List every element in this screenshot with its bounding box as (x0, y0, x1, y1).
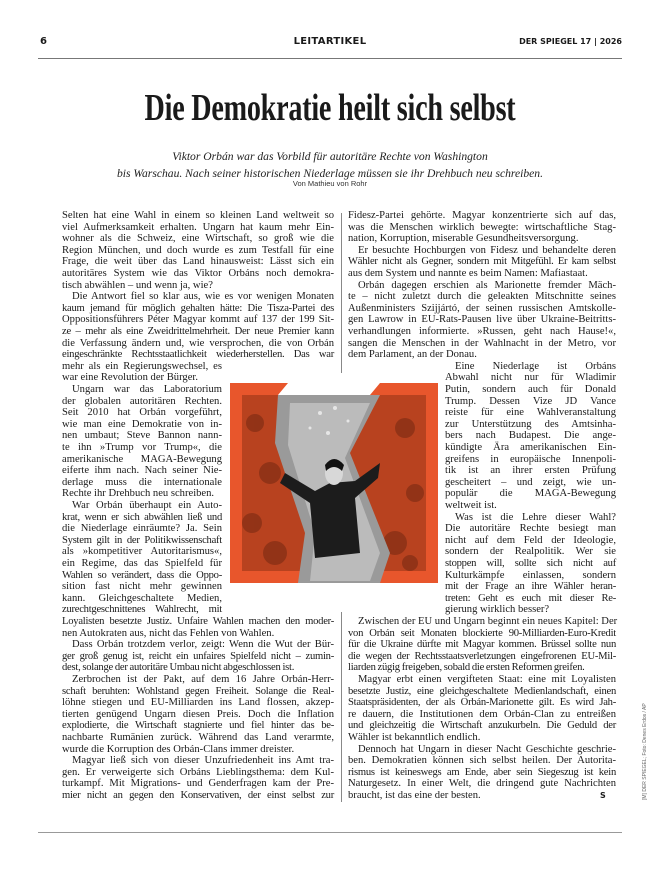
text-line: Zerbrochen ist der Pakt, auf dem 16 Jahre Orbán-Herr- (72, 674, 334, 685)
text-line: aus dem System und nannte es beim Namen: Mafiastaat. (348, 268, 588, 279)
article-title: Die Demokratie heilt sich selbst (144, 87, 516, 129)
text-line: mehr als ein Regierungswechsel, es (62, 360, 222, 372)
text-line: sition fast nicht mehr gewinnen (62, 581, 222, 593)
text-line: Was ist die Lehre dieser Wahl? (455, 511, 616, 523)
text-line: nicht auf dem Feld der Ideologie, (445, 534, 616, 546)
text-line: Region München, und doch wurde es zum Testfall für eine (62, 244, 334, 256)
section-label: LEITARTIKEL (293, 36, 367, 47)
article-subtitle (0, 148, 660, 182)
text-line: Er besuchte Hochburgen von Fidesz und behandelte deren (358, 244, 616, 256)
text-line: Magyar ließ sich von dieser Unzufriedenheit ins Amt tra- (72, 755, 334, 767)
text-line: als »kompetitiver Autoritarismus«, (62, 546, 222, 558)
text-line: Loyalisten besetzte Justiz. Unfaire Wahlen machen den moder- (62, 616, 334, 627)
text-line: kann. Gleichgeschaltete Medien, (62, 592, 222, 604)
text-line: gescheitert – und zeigt, wie un- (445, 476, 616, 488)
text-line: ger groß genug ist, reicht ein unfaires Spielfeld nicht – zumin- (62, 650, 334, 662)
text-line: weltweit ist. (445, 500, 497, 511)
text-line: autoritäres System wie das Viktor Orbáns noch demokra- (62, 268, 334, 279)
text-line: mier nicht an gegen den Konservativen, der einst selbst zur (62, 790, 334, 801)
text-line: mit der Frage an ihre Wähler heran- (445, 581, 616, 593)
text-line: rismus ist keineswegs am Ende, aber sein Siegeszug ist kein (348, 766, 616, 778)
text-line: te ihn »Trump vor Trump«, die (62, 442, 222, 453)
text-line: Wahlen so verändert, dass die Oppo- (62, 569, 222, 581)
text-line: löhne stiegen und EU-Milliarden ins Land flossen, akzep- (62, 697, 334, 709)
text-line: dest, solange der autoritäre Umbau nicht abgeschlossen ist. (62, 662, 295, 674)
text-line: System gilt in der Politikwissenschaft (62, 534, 222, 546)
text-line: Staatspräsidenten, der als Orbán-Marionette gilt. Es wird Jah- (348, 697, 616, 709)
text-line: Fidesz-Partei gehörte. Magyar konzentrierte sich auf das, (348, 210, 616, 221)
text-line: von Orbán seit Monaten blockierte 90-Milliarden-Euro-Kredit (348, 627, 616, 639)
text-line: derlage muss die internationale (62, 476, 222, 488)
subtitle-line: Viktor Orbán war das Vorbild für autoritäre Rechte von Washington (172, 150, 488, 163)
text-line: wohner als die Schweiz, eine Wirtschaft, so groß wie die (62, 233, 334, 245)
text-line: schaft beruhten: Wohlstand gegen Freiheit. Solange die Real- (62, 685, 334, 697)
text-line: kündigte Ära amerikanischen Ein- (445, 442, 616, 453)
text-line: Außenministers Szijjártó, der seinen russischen Amtskolle- (348, 302, 616, 314)
text-line: Dennoch hat Ungarn in dieser Nacht Geschichte geschrie- (358, 743, 616, 755)
text-line: Die autoritäre Rechte besiegt man (445, 523, 616, 535)
top-rule (38, 58, 622, 59)
text-line: Naturgesetz. In einer Welt, die dringend gute Nachrichten (348, 778, 616, 790)
text-line: reiste für eine Wahlveranstaltung (445, 407, 616, 419)
text-line: sangen die Menschen in der Wahlnacht in der Metro, vor (348, 337, 616, 349)
text-line: viel Aufmerksamkeit erhalten. Ungarn hat kaum mehr Ein- (62, 221, 334, 233)
text-line: wurde die Korruption des Orbán-Clans immer dreister. (62, 743, 295, 755)
text-line: amerikanische MAGA-Bewegung (62, 453, 222, 465)
text-line: ben. Demokratien können sich selbst heilen. Der Autorita- (348, 755, 616, 767)
page-number: 6 (40, 36, 47, 47)
text-line: tierten genügend Ungarn diesen Preis. Doch die Inflation (62, 708, 334, 720)
text-line: kaum jemand für möglich gehalten hätte: Die Tisza-Partei des (62, 302, 334, 314)
text-line: nen Autokraten aus, nicht das Fehlen von Wahlen. (62, 627, 275, 639)
text-line: ze – mehr als eine Zweidrittelmehrheit. Der neue Premier kann (62, 326, 334, 337)
text-line: stoppen will, sollte sich nicht auf (445, 558, 616, 569)
text-line: verhandlungen informierte. »Russen, geht nach Hause!«, (348, 326, 616, 337)
text-line: die Niederlage einräumte? Ja. Sein (62, 523, 222, 535)
text-line: zurechtgeschnittenes Wahlrecht, mit (62, 604, 222, 616)
text-line: treten: Geht es euch mit dieser Re- (445, 592, 616, 604)
text-line: Rechte ihr Drehbuch neu schreiben. (62, 488, 215, 500)
text-line: te – nicht zuletzt durch die geleakten Mitschnitte seines (348, 291, 616, 303)
text-line: nachbarte Rumänien zurück. Während das Land verarmte, (62, 732, 334, 743)
text-line: Trump. Dessen Vize JD Vance (445, 395, 616, 407)
text-line: die Verfassung ändern und, wie versprochen, die von Orbán (62, 337, 334, 349)
text-line: eiferte ihm nach. Nach seiner Nie- (62, 465, 222, 477)
subtitle-line: bis Warschau. Nach seiner historischen Niederlage müssen sie ihr Drehbuch neu schreiben. (116, 167, 544, 180)
column-divider (341, 612, 342, 802)
text-line: wie man eine Demokratie von in- (62, 418, 222, 430)
text-line: ein Regime, das das Spielfeld für (62, 558, 222, 569)
text-line: Zwischen der EU und Ungarn beginnt ein neues Kapitel: Der (358, 616, 618, 627)
issue-label: DER SPIEGEL 17 | 2026 (519, 37, 622, 46)
text-line: die wegen der Rechtsstaatsverletzungen eingefrorenen EU-Mil- (348, 650, 616, 662)
photo-credit: [M] DER SPIEGEL; Foto: Denes Erdos / AP (642, 703, 648, 800)
text-line: Die Antwort fiel so klar aus, wie es vor wenigen Monaten (72, 291, 334, 303)
text-line: Frage, die weit über das Land hinausweist: Lässt sich ein (62, 256, 334, 268)
text-line: besetzte Justiz, eine gleichgeschaltete Medienlandschaft, einen (348, 685, 616, 697)
text-line: re dauern, die Institutionen dem Orbán-Clan zu entreißen (348, 708, 616, 720)
text-line: nation, Korruption, miserable Gesundheitsversorgung. (348, 233, 579, 245)
text-line: sondern der Realpolitik. Wer sie (445, 546, 616, 558)
text-line: was die Menschen wirklich bewegte: wirtschaftliche Stag- (348, 221, 616, 233)
text-line: zur Unterstützung des Amtsinha- (445, 418, 616, 430)
text-line: Wähler ist bekanntlich endlich. (348, 732, 481, 743)
text-line: Wähler nicht als Gegner, sondern mit Mitgefühl. Er kam selbst (348, 256, 616, 268)
text-line: gen. Er verweigerte sich Orbáns Lieblingsthema: dem Kul- (62, 766, 334, 778)
text-line: Oppositionsführers Péter Magyar kommt auf 137 der 199 Sit- (62, 314, 334, 326)
end-mark-icon: S (600, 791, 606, 800)
text-line: Eine Niederlage ist Orbáns (455, 360, 616, 372)
text-line: liarden zügig freigeben, sobald die ersten Reformen greifen. (348, 662, 585, 674)
text-line: gierung wirklich besser? (445, 604, 550, 616)
text-line: Putin, sondern auch für Donald (445, 384, 616, 395)
text-line: bers nach Budapest. Die ange- (445, 430, 616, 442)
text-line: Abwahl nicht nur für Wladimir (445, 372, 616, 384)
text-line: Orbán dagegen erschien als Marionette fremder Mäch- (358, 279, 616, 291)
text-line: braucht, ist das eine der besten. (348, 790, 481, 801)
bottom-rule (38, 832, 622, 833)
column-divider (341, 213, 342, 373)
text-line: tik ist an ihrer ersten Prüfung (445, 465, 616, 477)
text-line: explodierte, die Wirtschaft stagnierte und fiel hinter das be- (62, 720, 334, 732)
text-line: eingeschränkte Rechtsstaatlichkeit wiederherstellen. Das war (62, 349, 334, 361)
text-line: Magyar erbt einen vergifteten Staat: eine mit Loyalisten (358, 674, 616, 685)
text-line: krat, wenn er sich abwählen ließ und (62, 511, 222, 523)
text-line: Dass Orbán trotzdem verlor, zeigt: Wenn die Wut der Bür- (72, 639, 334, 651)
text-line: tisch abwählen – und wenn ja, wie? (62, 279, 213, 291)
text-line: Kulturkämpfe einlassen, sondern (445, 569, 616, 581)
text-line: turkampf. Mit Migrations- und Genderfragen kam der Pre- (62, 778, 334, 790)
text-line: war eine Revolution der Bürger. (62, 372, 199, 384)
text-line: Ungarn war das Laboratorium (72, 384, 222, 395)
byline: Von Mathieu von Rohr (292, 179, 368, 188)
text-line: dem Parlament, an der Donau. (348, 349, 477, 361)
text-line: Selten hat eine Wahl in einem so kleinen Land weltweit so (62, 210, 334, 221)
text-line: für die Ukraine dürfte mit Magyar kommen. Brüssel sollte nun (348, 639, 616, 651)
article-photo (230, 383, 438, 583)
text-line: der globalen autoritären Rechten. (62, 395, 222, 407)
text-line: War Orbán überhaupt ein Auto- (72, 500, 222, 511)
text-line: gen Lawrow in EU-Rats-Pausen live über Ukraine-Beitritts- (348, 314, 616, 326)
text-line: populär die MAGA-Bewegung (445, 488, 616, 500)
text-line: und gleichzeitig die Wirtschaft anzukurbeln. Die Geduld der (348, 720, 616, 732)
text-line: nen umbaut; Steve Bannon nann- (62, 430, 222, 442)
text-line: Seit 2010 hat Orbán vorgeführt, (62, 407, 222, 419)
text-line: greifens in europäische Innenpoli- (445, 453, 616, 465)
